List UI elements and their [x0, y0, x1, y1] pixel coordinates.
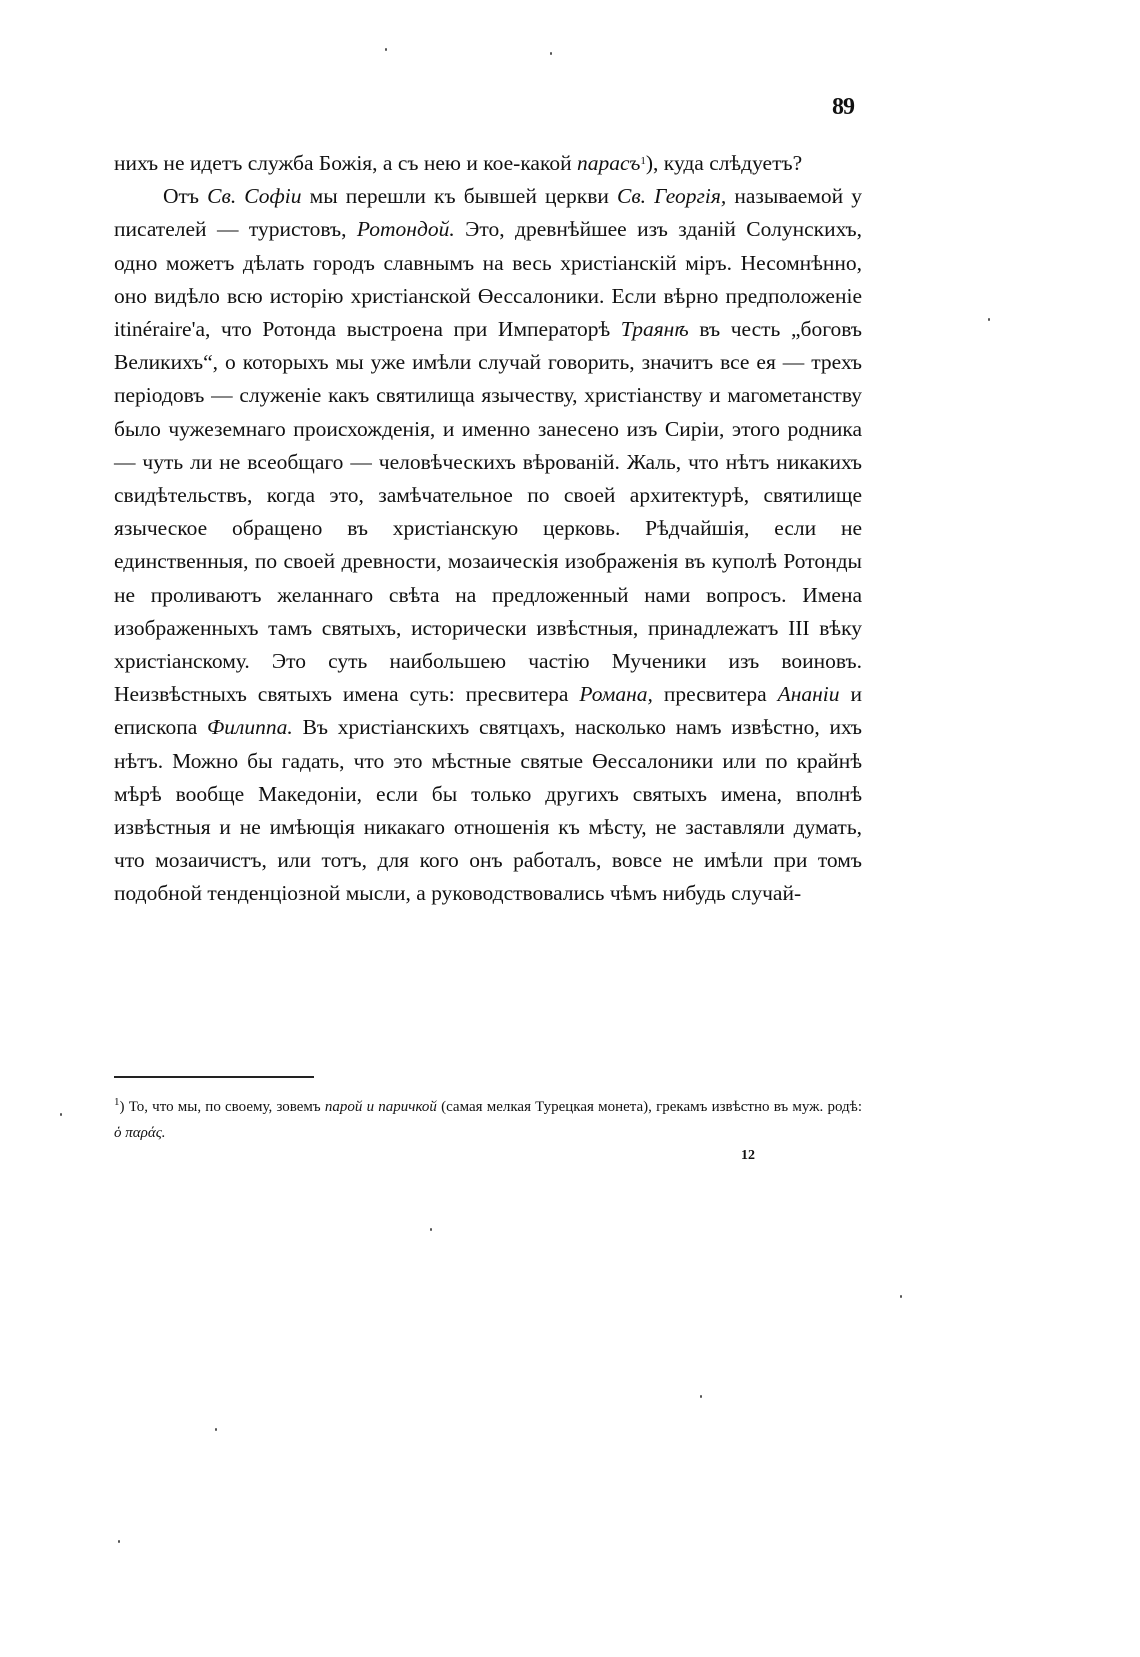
scan-speck	[60, 1113, 62, 1116]
scan-speck	[118, 1540, 120, 1543]
footnote: $^1$) То, что мы, по своему, зовемъ парой и паричкой (самая мелкая Турецкая монета), грекамъ извѣстно въ муж. родѣ: ὁ παράς.	[114, 1096, 862, 1141]
scan-speck	[700, 1395, 702, 1398]
scan-speck	[988, 318, 990, 321]
italic-term: парасъ	[576, 151, 641, 175]
scan-speck	[430, 1228, 432, 1231]
paragraph-rotonda: Отъ Св. Софіи мы перешли къ бывшей церкви Св. Георгія, называемой у писателей — туристовъ, Ротондой. Это, древнѣйшее изъ зданій Солунскихъ, одно можетъ дѣлать городъ славнымъ на весь христіанскій міръ. Несомнѣнно, оно видѣло всю исторію христіанской Өессалоники. Если вѣрно предположеніе itinéraire'а, что Ротонда выстроена при Императорѣ Траянѣ въ честь „боговъ Великихъ“, о которыхъ мы уже имѣли случай говорить, значитъ все ея — трехъ періодовъ — служеніе какъ святилища язычеству, христіанству и магометанству было чужеземнаго происхожденія, и именно занесено изъ Сиріи, этого родника — чуть ли не всеобщаго — человѣческихъ вѣрованій. Жаль, что нѣтъ никакихъ свидѣтельствъ, когда это, замѣчательное по своей архитектурѣ, святилище языческое обращено въ христіанскую церковь. Рѣдчайшія, если не единственныя, по своей древности, мозаическія изображенія въ куполѣ Ротонды не проливаютъ желаннаго свѣта на предложенный нами вопросъ. Имена изображенныхъ тамъ святыхъ, исторически извѣстныя, принадлежатъ III вѣку христіанскому. Это суть наибольшею частію Мученики изъ воиновъ. Неизвѣстныхъ святыхъ имена суть: пресвитера Романа, пресвитера Ананіи и епископа Филиппа. Въ христіанскихъ святцахъ, насколько намъ извѣстно, ихъ нѣтъ. Можно бы гадать, что это мѣстные святые Өессалоники или по крайнѣ мѣрѣ вообще Македоніи, если бы только другихъ святыхъ имена, вполнѣ извѣстныя и не имѣющія никакаго отношенія къ мѣсту, не заставляли думать, что мозаичистъ, или тотъ, для кого онъ работалъ, вовсе не имѣли при томъ подобной тенденціозной мысли, а руководствовались чѣмъ нибудь случай-	[114, 184, 863, 906]
signature-mark: 12	[741, 1148, 755, 1163]
italic-name: Траянѣ	[620, 317, 689, 342]
italic-name: Романа,	[579, 682, 653, 707]
italic-name: Ротондой.	[356, 217, 455, 242]
footnote-ref: 1	[640, 155, 646, 167]
paragraph-continuation: нихъ не идетъ служба Божія, а съ нею и кое-какой парасъ$^1$), куда слѣдуетъ?	[114, 151, 803, 175]
greek-term: ὁ παράς.	[114, 1125, 166, 1141]
italic-name: Филиппа.	[207, 715, 293, 740]
italic-name: Ананіи	[777, 682, 840, 707]
body-text	[114, 147, 862, 911]
italic-name: Св. Софіи	[207, 184, 302, 209]
scan-speck	[215, 1428, 217, 1431]
italic-name: Св. Георгія,	[616, 184, 727, 209]
page-number: 89	[832, 94, 854, 120]
footnote-marker: 1	[114, 1096, 120, 1108]
scan-speck	[385, 48, 387, 51]
scan-speck	[900, 1295, 902, 1298]
italic-term: парой и паричкой	[324, 1099, 437, 1115]
scan-speck	[550, 52, 552, 55]
footnote-divider	[114, 1076, 314, 1078]
